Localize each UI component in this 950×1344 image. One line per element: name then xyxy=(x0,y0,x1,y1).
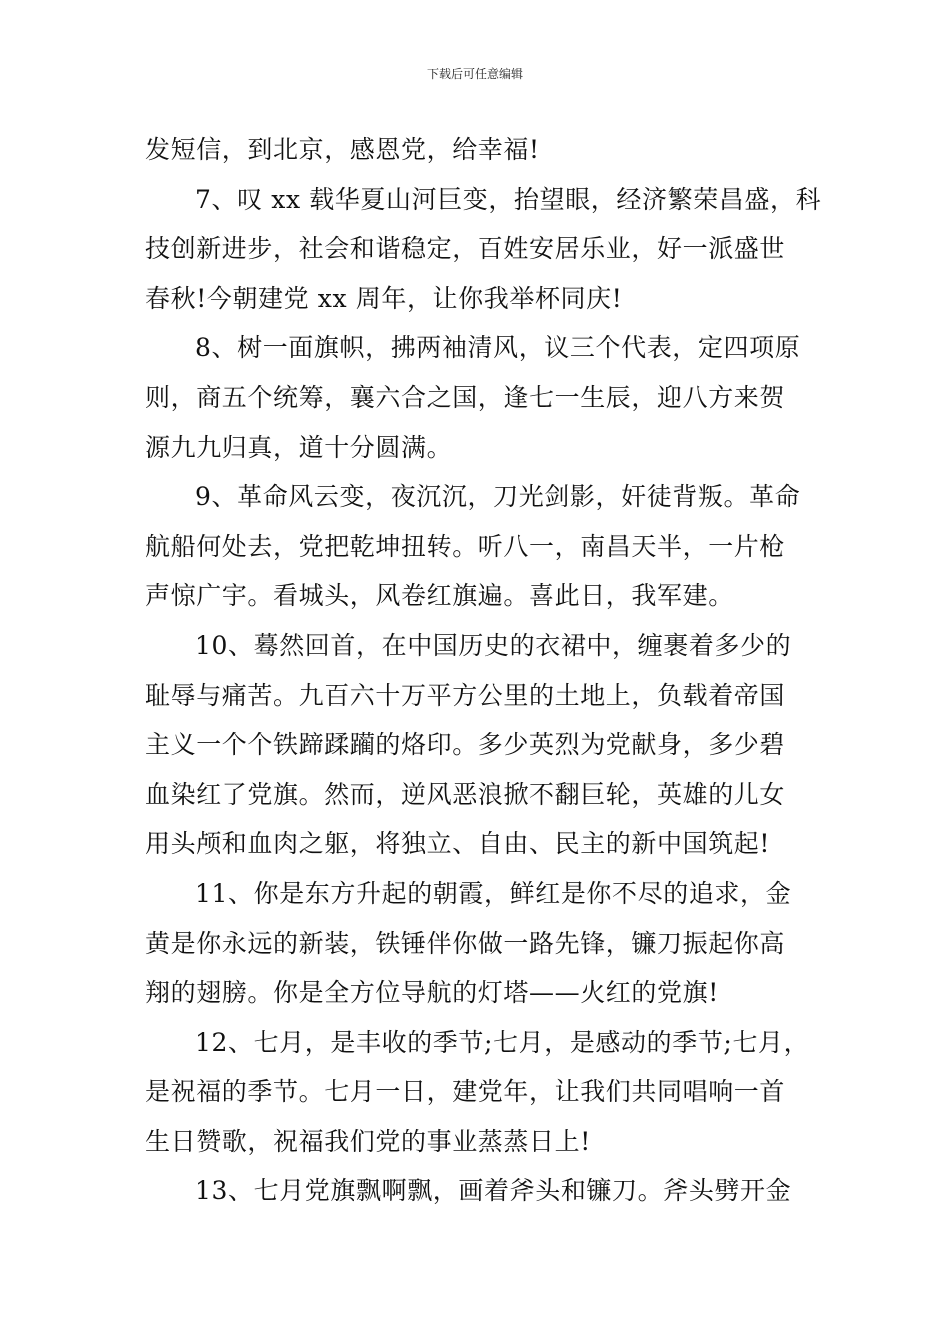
text-line: 则，商五个统筹，襄六合之国，逢七一生辰，迎八方来贺 xyxy=(145,382,786,412)
text-line: 航船何处去，党把乾坤扭转。听八一，南昌天半，一片枪 xyxy=(145,531,786,561)
text-line: 血染红了党旗。然而，逆风恶浪掀不翻巨轮，英雄的儿女 xyxy=(145,779,786,809)
text-line: 用头颅和血肉之躯，将独立、自由、民主的新中国筑起! xyxy=(145,829,771,859)
paragraph-9 xyxy=(145,472,810,621)
text-line: 技创新进步，社会和谐稳定，百姓安居乐业，好一派盛世 xyxy=(145,234,786,264)
text-line: 黄是你永远的新装，铁锤伴你做一路先锋，镰刀振起你高 xyxy=(145,928,786,958)
text-line: 源九九归真，道十分圆满。 xyxy=(145,432,453,462)
text-line: 春秋!今朝建党 xx 周年，让你我举杯同庆! xyxy=(145,283,623,313)
text-line: 8、树一面旗帜，拂两袖清风，议三个代表，定四项原 xyxy=(195,333,801,363)
text-line: 是祝福的季节。七月一日，建党年，让我们共同唱响一首 xyxy=(145,1077,786,1107)
text-line: 发短信，到北京，感恩党，给幸福! xyxy=(145,135,540,164)
page-header: 下载后可任意编辑 xyxy=(426,67,523,81)
text-line: 9、革命风云变，夜沉沉，刀光剑影，奸徒背叛。革命 xyxy=(195,482,801,512)
paragraph-8 xyxy=(145,323,810,472)
text-line: 11、你是东方升起的朝霞，鲜红是你不尽的追求，金 xyxy=(195,878,792,908)
text-line: 声惊广宇。看城头，风卷红旗遍。喜此日，我军建。 xyxy=(145,581,734,611)
document-body xyxy=(145,125,822,1216)
paragraph-12 xyxy=(145,1018,810,1167)
paragraph-11 xyxy=(145,869,810,1018)
paragraph-continuation xyxy=(145,125,810,175)
text-line: 10、蓦然回首，在中国历史的衣裙中，缠裹着多少的 xyxy=(195,630,792,660)
paragraph-7 xyxy=(145,175,822,324)
text-line: 耻辱与痛苦。九百六十万平方公里的土地上，负载着帝国 xyxy=(145,680,786,710)
text-line: 生日赞歌，祝福我们党的事业蒸蒸日上! xyxy=(145,1126,591,1156)
text-line: 13、七月党旗飘啊飘，画着斧头和镰刀。斧头劈开金 xyxy=(195,1176,792,1206)
paragraph-13 xyxy=(145,1166,810,1216)
text-line: 7、叹 xx 载华夏山河巨变，抬望眼，经济繁荣昌盛，科 xyxy=(195,184,822,214)
text-line: 翔的翅膀。你是全方位导航的灯塔——火红的党旗! xyxy=(145,978,719,1008)
text-line: 主义一个个铁蹄蹂躏的烙印。多少英烈为党献身，多少碧 xyxy=(145,730,786,760)
paragraph-10 xyxy=(145,621,810,869)
text-line: 12、七月，是丰收的季节;七月，是感动的季节;七月， xyxy=(195,1027,810,1057)
